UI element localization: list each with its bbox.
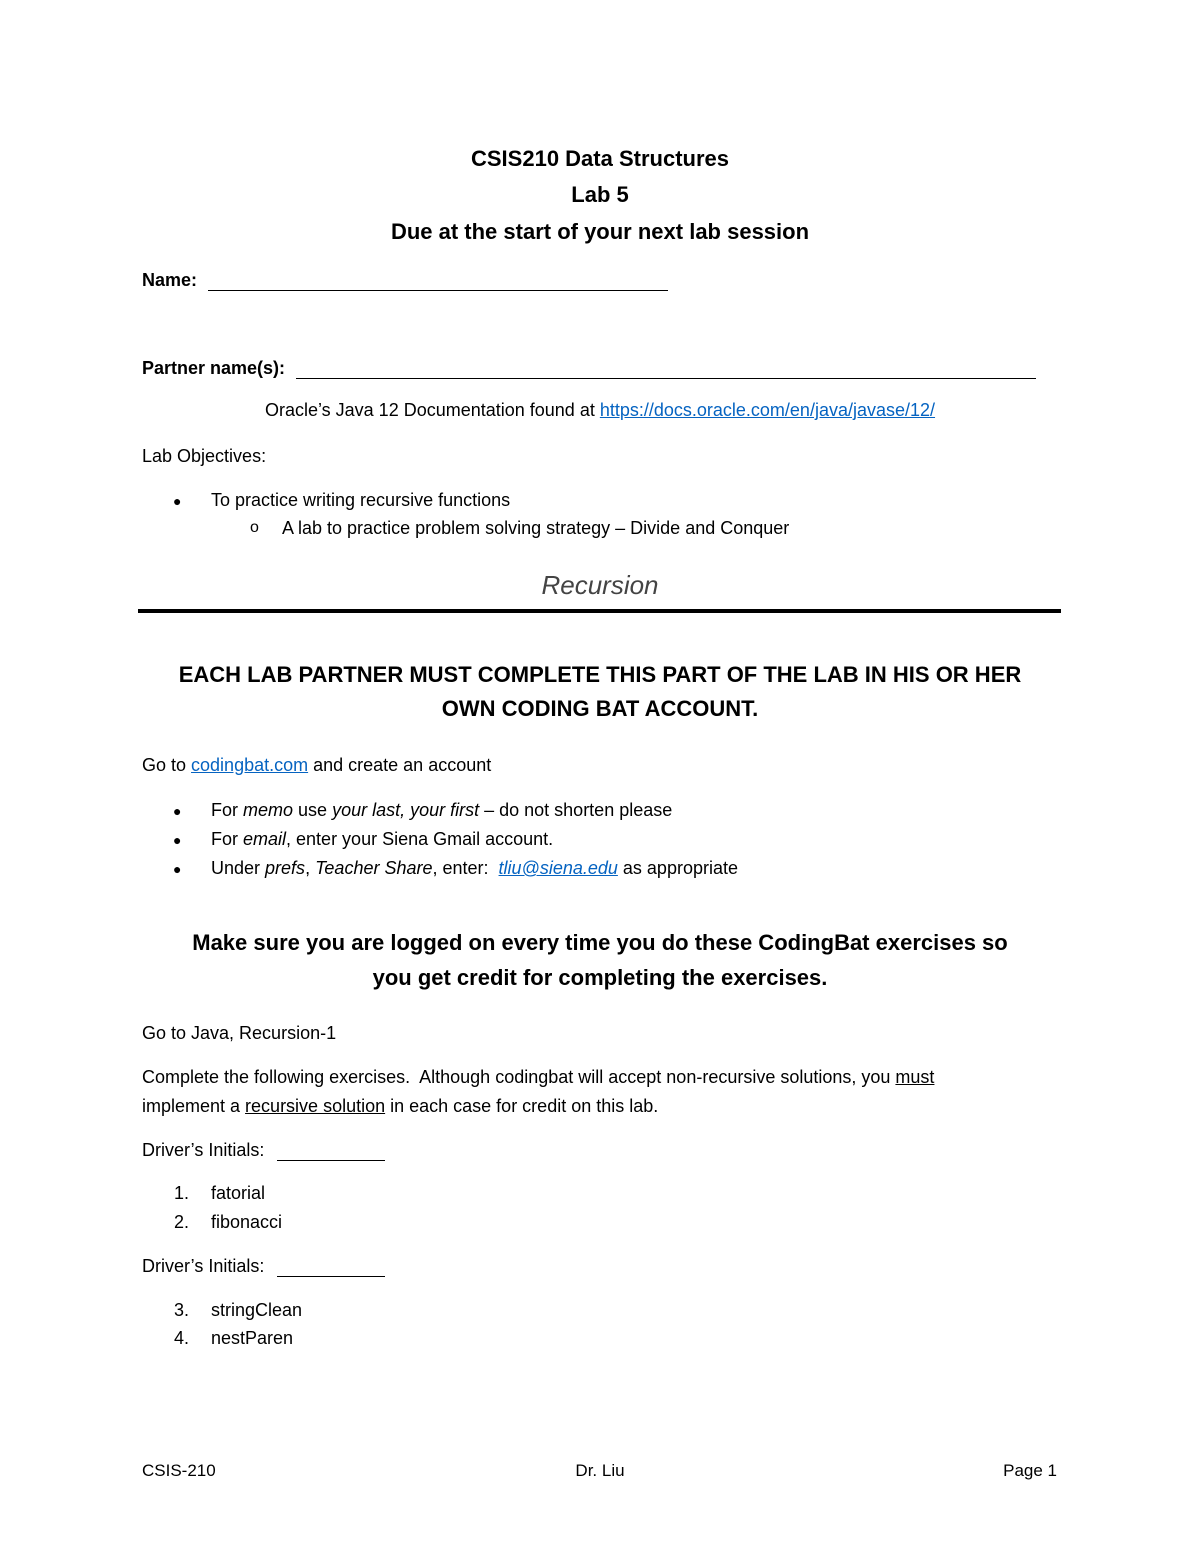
driver-label: Driver’s Initials: [142,1140,265,1160]
reminder-line-1: Make sure you are logged on every time you do these CodingBat exercises so [192,930,1008,955]
codingbat-link[interactable]: codingbat.com [191,755,309,775]
bullet-icon: ● [173,861,182,877]
course-title: CSIS210 Data Structures [471,146,729,171]
text: use [293,800,333,820]
exercise-num: 4. [174,1328,190,1348]
bullet-icon: ● [173,493,182,509]
instructions-line-2 [142,1096,658,1117]
recursion1-goto: Go to Java, Recursion-1 [142,1023,337,1043]
driver-initials-blank[interactable] [277,1142,385,1161]
name-field [142,270,668,291]
text: , enter your Siena Gmail account. [286,829,554,849]
exercise-item: nestParen [211,1328,294,1348]
text: as appropriate [617,858,738,878]
docs-prefix: Oracle’s Java 12 Documentation found at [264,400,600,420]
must-emphasis: must [895,1067,935,1087]
exercise-item: fatorial [211,1183,266,1203]
name-format: your last, your first [332,800,480,820]
footer-center: Dr. Liu [575,1461,625,1480]
sub-bullet-icon: o [250,519,259,536]
name-label: Name: [142,270,198,290]
account-bullet-share [211,858,738,879]
objective-subitem: A lab to practice problem solving strategy – Divide and Conquer [282,518,790,538]
exercise-item: fibonacci [211,1212,283,1232]
driver-initials-1 [142,1140,385,1161]
goto-codingbat [142,755,491,776]
partner-label: Partner name(s): [142,358,286,378]
bullet-icon: ● [173,832,182,848]
memo-term: memo [243,800,294,820]
text: implement a [142,1096,246,1116]
text: Complete the following exercises. Although codingbat will accept non-recursive solutions, you [142,1067,896,1087]
driver-initials-2 [142,1256,385,1277]
lab-number: Lab 5 [571,182,629,207]
partner-field [142,358,1036,379]
instructions-line-1 [142,1067,934,1088]
bullet-icon: ● [173,803,182,819]
footer-left: CSIS-210 [142,1461,216,1480]
due-date: Due at the start of your next lab session [390,219,810,244]
account-bullet-memo [211,800,672,821]
docs-line [0,400,1200,421]
exercise-num: 2. [174,1212,190,1232]
partner-blank[interactable] [296,360,1036,379]
objective-item: To practice writing recursive functions [211,490,511,510]
objectives-label: Lab Objectives: [142,446,267,466]
exercise-item: stringClean [211,1300,303,1320]
prefs-term: prefs [265,858,306,878]
teacher-email-link[interactable]: tliu@siena.edu [498,858,618,878]
text: , enter: [432,858,499,878]
goto-suffix: and create an account [308,755,492,775]
exercise-num: 3. [174,1300,190,1320]
reminder-line-2: you get credit for completing the exercises. [372,965,828,990]
text: , [305,858,316,878]
docs-link[interactable]: https://docs.oracle.com/en/java/javase/12/ [599,400,936,420]
section-title: Recursion [541,570,659,600]
email-term: email [243,829,287,849]
text: For [211,829,244,849]
recursive-emphasis: recursive solution [245,1096,386,1116]
goto-prefix: Go to [142,755,192,775]
text: – do not shorten please [479,800,673,820]
notice-line-2: OWN CODING BAT ACCOUNT. [441,696,759,721]
text: For [211,800,244,820]
footer-page-number: Page 1 [1003,1461,1057,1480]
text: in each case for credit on this lab. [385,1096,659,1116]
account-bullet-email [211,829,553,850]
name-blank[interactable] [208,272,668,291]
notice-line-1: EACH LAB PARTNER MUST COMPLETE THIS PART OF THE LAB IN HIS OR HER [178,662,1022,687]
exercise-num: 1. [174,1183,190,1203]
section-rule [138,609,1061,613]
driver-initials-blank[interactable] [277,1258,385,1277]
text: Under [211,858,266,878]
teacher-share-term: Teacher Share [315,858,433,878]
driver-label: Driver’s Initials: [142,1256,265,1276]
